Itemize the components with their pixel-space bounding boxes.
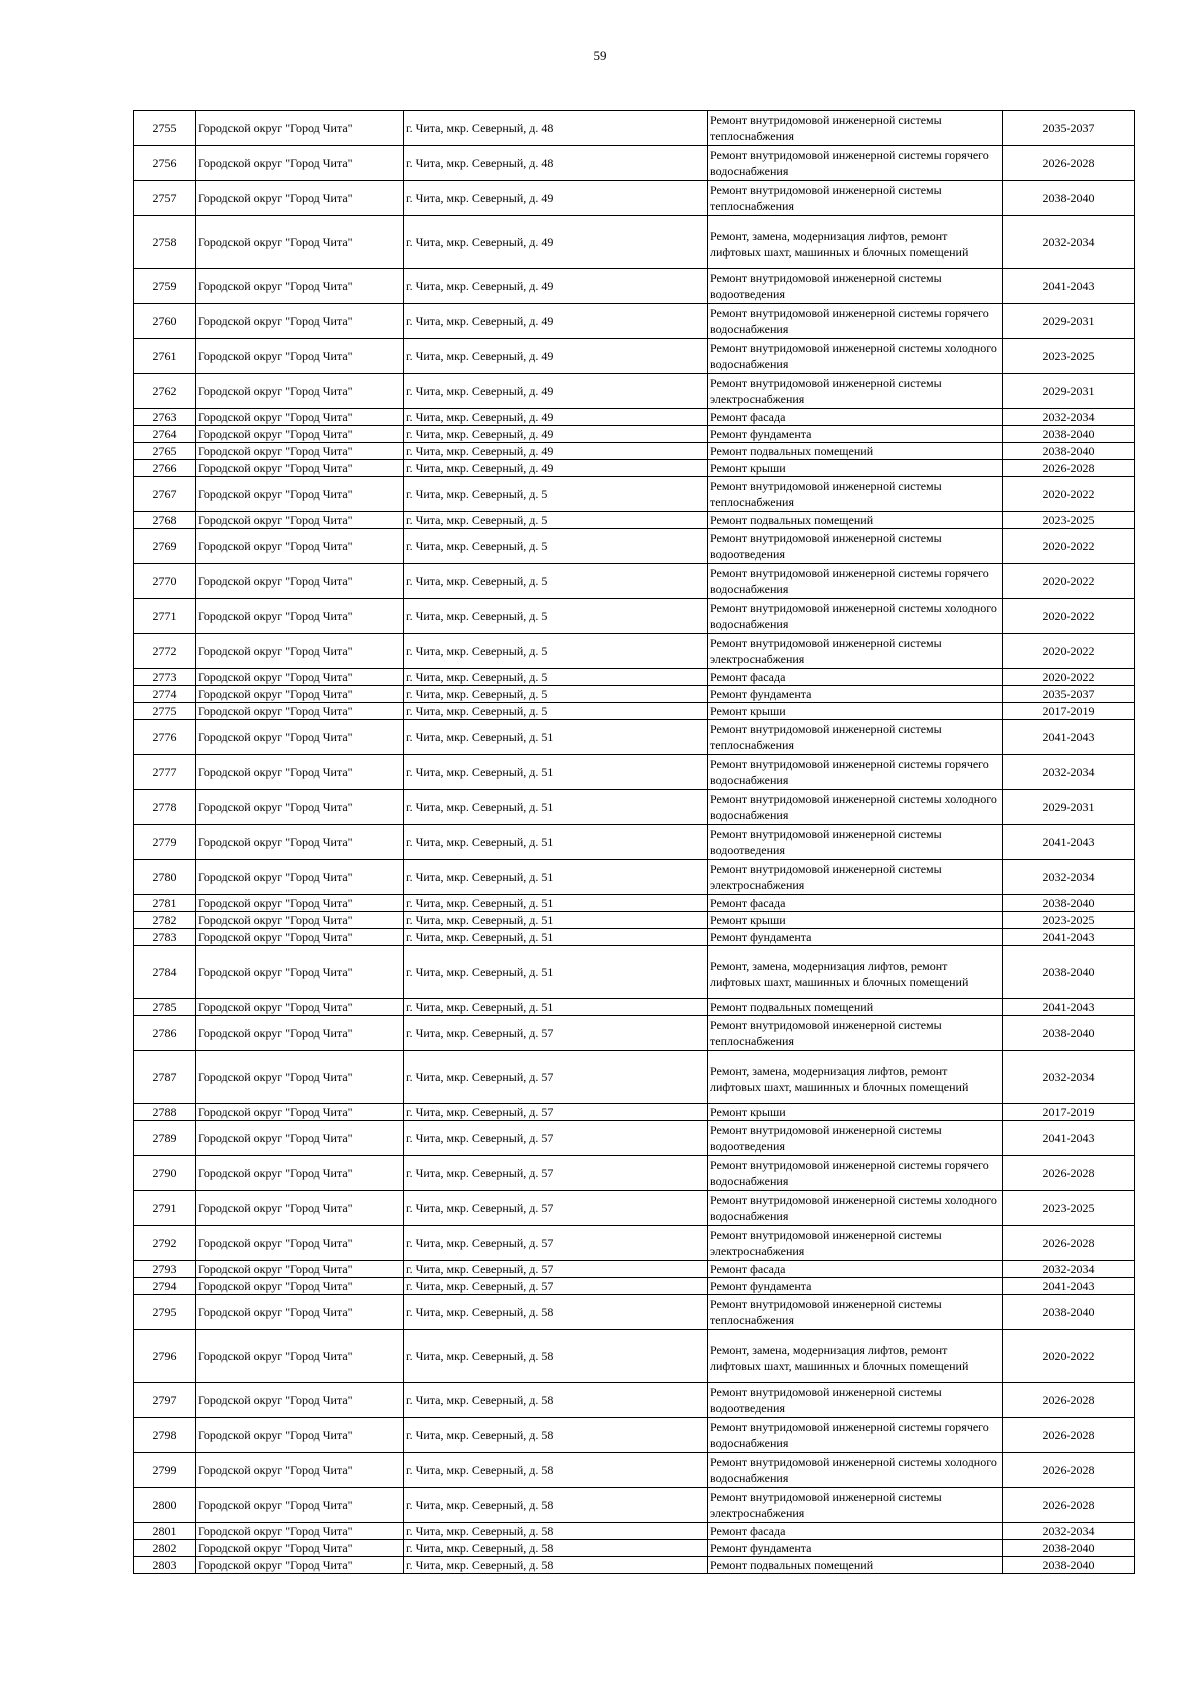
table-row: [134, 599, 1135, 634]
period-cell: 2032-2034: [1003, 216, 1135, 269]
table-row: [134, 1418, 1135, 1453]
work-type-cell: Ремонт фасада: [708, 409, 1003, 426]
municipality-cell: Городской округ "Город Чита": [196, 1191, 404, 1226]
row-number: 2760: [134, 304, 196, 339]
work-type-cell: Ремонт фасада: [708, 1523, 1003, 1540]
table-row: [134, 146, 1135, 181]
row-number: 2803: [134, 1557, 196, 1574]
municipality-cell: Городской округ "Город Чита": [196, 1261, 404, 1278]
row-number: 2756: [134, 146, 196, 181]
period-cell: 2032-2034: [1003, 1051, 1135, 1104]
row-number: 2765: [134, 443, 196, 460]
work-type-cell: Ремонт подвальных помещений: [708, 512, 1003, 529]
municipality-cell: Городской округ "Город Чита": [196, 1383, 404, 1418]
period-cell: 2038-2040: [1003, 181, 1135, 216]
address-cell: г. Чита, мкр. Северный, д. 51: [404, 720, 708, 755]
address-cell: г. Чита, мкр. Северный, д. 51: [404, 860, 708, 895]
work-type-cell: Ремонт фундамента: [708, 686, 1003, 703]
row-number: 2773: [134, 669, 196, 686]
address-cell: г. Чита, мкр. Северный, д. 58: [404, 1557, 708, 1574]
row-number: 2774: [134, 686, 196, 703]
period-cell: 2038-2040: [1003, 1295, 1135, 1330]
address-cell: г. Чита, мкр. Северный, д. 5: [404, 669, 708, 686]
address-cell: г. Чита, мкр. Северный, д. 58: [404, 1488, 708, 1523]
work-type-cell: Ремонт внутридомовой инженерной системы холодного водоснабжения: [708, 790, 1003, 825]
row-number: 2801: [134, 1523, 196, 1540]
municipality-cell: Городской округ "Город Чита": [196, 1295, 404, 1330]
address-cell: г. Чита, мкр. Северный, д. 58: [404, 1383, 708, 1418]
address-cell: г. Чита, мкр. Северный, д. 49: [404, 181, 708, 216]
municipality-cell: Городской округ "Город Чита": [196, 599, 404, 634]
table-row: [134, 999, 1135, 1016]
period-cell: 2038-2040: [1003, 946, 1135, 999]
row-number: 2802: [134, 1540, 196, 1557]
municipality-cell: Городской округ "Город Чита": [196, 720, 404, 755]
work-type-cell: Ремонт внутридомовой инженерной системы водоотведения: [708, 269, 1003, 304]
period-cell: 2026-2028: [1003, 146, 1135, 181]
row-number: 2763: [134, 409, 196, 426]
table-row: [134, 1488, 1135, 1523]
municipality-cell: Городской округ "Город Чита": [196, 426, 404, 443]
row-number: 2789: [134, 1121, 196, 1156]
municipality-cell: Городской округ "Город Чита": [196, 999, 404, 1016]
row-number: 2793: [134, 1261, 196, 1278]
municipality-cell: Городской округ "Город Чита": [196, 1278, 404, 1295]
row-number: 2769: [134, 529, 196, 564]
work-type-cell: Ремонт внутридомовой инженерной системы горячего водоснабжения: [708, 304, 1003, 339]
period-cell: 2020-2022: [1003, 564, 1135, 599]
municipality-cell: Городской округ "Город Чита": [196, 755, 404, 790]
table-row: [134, 512, 1135, 529]
table-row: [134, 895, 1135, 912]
table-body: [134, 111, 1135, 1574]
period-cell: 2023-2025: [1003, 1191, 1135, 1226]
row-number: 2798: [134, 1418, 196, 1453]
table-row: [134, 1540, 1135, 1557]
work-type-cell: Ремонт внутридомовой инженерной системы холодного водоснабжения: [708, 339, 1003, 374]
row-number: 2794: [134, 1278, 196, 1295]
work-type-cell: Ремонт крыши: [708, 1104, 1003, 1121]
municipality-cell: Городской округ "Город Чита": [196, 1121, 404, 1156]
address-cell: г. Чита, мкр. Северный, д. 57: [404, 1278, 708, 1295]
address-cell: г. Чита, мкр. Северный, д. 49: [404, 216, 708, 269]
work-type-cell: Ремонт фундамента: [708, 1540, 1003, 1557]
table-row: [134, 426, 1135, 443]
table-row: [134, 755, 1135, 790]
table-row: [134, 111, 1135, 146]
work-type-cell: Ремонт внутридомовой инженерной системы водоотведения: [708, 529, 1003, 564]
municipality-cell: Городской округ "Город Чита": [196, 460, 404, 477]
table-row: [134, 1051, 1135, 1104]
period-cell: 2041-2043: [1003, 269, 1135, 304]
period-cell: 2038-2040: [1003, 895, 1135, 912]
table-row: [134, 529, 1135, 564]
period-cell: 2041-2043: [1003, 999, 1135, 1016]
municipality-cell: Городской округ "Город Чита": [196, 895, 404, 912]
period-cell: 2026-2028: [1003, 1383, 1135, 1418]
work-type-cell: Ремонт внутридомовой инженерной системы электроснабжения: [708, 1226, 1003, 1261]
period-cell: 2041-2043: [1003, 1278, 1135, 1295]
municipality-cell: Городской округ "Город Чита": [196, 686, 404, 703]
address-cell: г. Чита, мкр. Северный, д. 48: [404, 146, 708, 181]
work-type-cell: Ремонт фундамента: [708, 426, 1003, 443]
table-row: [134, 477, 1135, 512]
row-number: 2786: [134, 1016, 196, 1051]
period-cell: 2026-2028: [1003, 460, 1135, 477]
municipality-cell: Городской округ "Город Чита": [196, 634, 404, 669]
address-cell: г. Чита, мкр. Северный, д. 51: [404, 999, 708, 1016]
work-type-cell: Ремонт, замена, модернизация лифтов, ремонт лифтовых шахт, машинных и блочных помещений: [708, 1051, 1003, 1104]
address-cell: г. Чита, мкр. Северный, д. 57: [404, 1156, 708, 1191]
address-cell: г. Чита, мкр. Северный, д. 5: [404, 477, 708, 512]
work-type-cell: Ремонт внутридомовой инженерной системы теплоснабжения: [708, 720, 1003, 755]
period-cell: 2017-2019: [1003, 1104, 1135, 1121]
period-cell: 2020-2022: [1003, 477, 1135, 512]
address-cell: г. Чита, мкр. Северный, д. 51: [404, 929, 708, 946]
table-row: [134, 1453, 1135, 1488]
row-number: 2764: [134, 426, 196, 443]
municipality-cell: Городской округ "Город Чита": [196, 1051, 404, 1104]
municipality-cell: Городской округ "Город Чита": [196, 1488, 404, 1523]
address-cell: г. Чита, мкр. Северный, д. 57: [404, 1261, 708, 1278]
work-type-cell: Ремонт внутридомовой инженерной системы холодного водоснабжения: [708, 1453, 1003, 1488]
period-cell: 2035-2037: [1003, 111, 1135, 146]
row-number: 2761: [134, 339, 196, 374]
period-cell: 2029-2031: [1003, 790, 1135, 825]
work-type-cell: Ремонт внутридомовой инженерной системы электроснабжения: [708, 1488, 1003, 1523]
row-number: 2792: [134, 1226, 196, 1261]
row-number: 2771: [134, 599, 196, 634]
table-row: [134, 1523, 1135, 1540]
work-type-cell: Ремонт крыши: [708, 703, 1003, 720]
work-type-cell: Ремонт внутридомовой инженерной системы электроснабжения: [708, 634, 1003, 669]
row-number: 2790: [134, 1156, 196, 1191]
municipality-cell: Городской округ "Город Чита": [196, 409, 404, 426]
municipality-cell: Городской округ "Город Чита": [196, 1557, 404, 1574]
period-cell: 2020-2022: [1003, 634, 1135, 669]
period-cell: 2032-2034: [1003, 755, 1135, 790]
municipality-cell: Городской округ "Город Чита": [196, 929, 404, 946]
period-cell: 2041-2043: [1003, 929, 1135, 946]
address-cell: г. Чита, мкр. Северный, д. 5: [404, 599, 708, 634]
work-type-cell: Ремонт внутридомовой инженерной системы горячего водоснабжения: [708, 564, 1003, 599]
table-row: [134, 1295, 1135, 1330]
table-row: [134, 409, 1135, 426]
municipality-cell: Городской округ "Город Чита": [196, 146, 404, 181]
row-number: 2767: [134, 477, 196, 512]
row-number: 2777: [134, 755, 196, 790]
period-cell: 2032-2034: [1003, 1523, 1135, 1540]
work-type-cell: Ремонт внутридомовой инженерной системы горячего водоснабжения: [708, 1418, 1003, 1453]
period-cell: 2038-2040: [1003, 1016, 1135, 1051]
row-number: 2755: [134, 111, 196, 146]
row-number: 2757: [134, 181, 196, 216]
work-type-cell: Ремонт внутридомовой инженерной системы электроснабжения: [708, 374, 1003, 409]
row-number: 2782: [134, 912, 196, 929]
period-cell: 2026-2028: [1003, 1156, 1135, 1191]
table-row: [134, 1278, 1135, 1295]
address-cell: г. Чита, мкр. Северный, д. 49: [404, 443, 708, 460]
table-row: [134, 825, 1135, 860]
address-cell: г. Чита, мкр. Северный, д. 57: [404, 1121, 708, 1156]
table-row: [134, 1104, 1135, 1121]
row-number: 2758: [134, 216, 196, 269]
address-cell: г. Чита, мкр. Северный, д. 51: [404, 912, 708, 929]
row-number: 2766: [134, 460, 196, 477]
work-type-cell: Ремонт внутридомовой инженерной системы теплоснабжения: [708, 1016, 1003, 1051]
work-type-cell: Ремонт фундамента: [708, 1278, 1003, 1295]
row-number: 2796: [134, 1330, 196, 1383]
row-number: 2797: [134, 1383, 196, 1418]
municipality-cell: Городской округ "Город Чита": [196, 1453, 404, 1488]
municipality-cell: Городской округ "Город Чита": [196, 1330, 404, 1383]
address-cell: г. Чита, мкр. Северный, д. 58: [404, 1418, 708, 1453]
table-row: [134, 929, 1135, 946]
row-number: 2780: [134, 860, 196, 895]
repair-schedule-table: [133, 110, 1135, 1574]
municipality-cell: Городской округ "Город Чита": [196, 912, 404, 929]
row-number: 2788: [134, 1104, 196, 1121]
address-cell: г. Чита, мкр. Северный, д. 5: [404, 634, 708, 669]
period-cell: 2026-2028: [1003, 1226, 1135, 1261]
table-row: [134, 790, 1135, 825]
period-cell: 2035-2037: [1003, 686, 1135, 703]
work-type-cell: Ремонт внутридомовой инженерной системы холодного водоснабжения: [708, 1191, 1003, 1226]
period-cell: 2038-2040: [1003, 443, 1135, 460]
table-row: [134, 216, 1135, 269]
address-cell: г. Чита, мкр. Северный, д. 51: [404, 946, 708, 999]
table-row: [134, 564, 1135, 599]
address-cell: г. Чита, мкр. Северный, д. 58: [404, 1295, 708, 1330]
period-cell: 2023-2025: [1003, 512, 1135, 529]
table-row: [134, 912, 1135, 929]
table-row: [134, 443, 1135, 460]
table-row: [134, 860, 1135, 895]
table-row: [134, 1016, 1135, 1051]
municipality-cell: Городской округ "Город Чита": [196, 443, 404, 460]
period-cell: 2032-2034: [1003, 1261, 1135, 1278]
address-cell: г. Чита, мкр. Северный, д. 49: [404, 409, 708, 426]
row-number: 2785: [134, 999, 196, 1016]
municipality-cell: Городской округ "Город Чита": [196, 374, 404, 409]
municipality-cell: Городской округ "Город Чита": [196, 825, 404, 860]
municipality-cell: Городской округ "Город Чита": [196, 529, 404, 564]
table-row: [134, 181, 1135, 216]
address-cell: г. Чита, мкр. Северный, д. 51: [404, 825, 708, 860]
address-cell: г. Чита, мкр. Северный, д. 5: [404, 564, 708, 599]
address-cell: г. Чита, мкр. Северный, д. 49: [404, 304, 708, 339]
table-row: [134, 460, 1135, 477]
work-type-cell: Ремонт крыши: [708, 912, 1003, 929]
municipality-cell: Городской округ "Город Чита": [196, 564, 404, 599]
work-type-cell: Ремонт внутридомовой инженерной системы горячего водоснабжения: [708, 1156, 1003, 1191]
municipality-cell: Городской округ "Город Чита": [196, 304, 404, 339]
municipality-cell: Городской округ "Город Чита": [196, 111, 404, 146]
period-cell: 2020-2022: [1003, 529, 1135, 564]
municipality-cell: Городской округ "Город Чита": [196, 1156, 404, 1191]
period-cell: 2032-2034: [1003, 409, 1135, 426]
work-type-cell: Ремонт внутридомовой инженерной системы теплоснабжения: [708, 477, 1003, 512]
work-type-cell: Ремонт крыши: [708, 460, 1003, 477]
table-row: [134, 1156, 1135, 1191]
period-cell: 2032-2034: [1003, 860, 1135, 895]
municipality-cell: Городской округ "Город Чита": [196, 339, 404, 374]
work-type-cell: Ремонт подвальных помещений: [708, 999, 1003, 1016]
row-number: 2779: [134, 825, 196, 860]
municipality-cell: Городской округ "Город Чита": [196, 703, 404, 720]
row-number: 2772: [134, 634, 196, 669]
address-cell: г. Чита, мкр. Северный, д. 5: [404, 703, 708, 720]
period-cell: 2038-2040: [1003, 1557, 1135, 1574]
municipality-cell: Городской округ "Город Чита": [196, 946, 404, 999]
table-row: [134, 1383, 1135, 1418]
work-type-cell: Ремонт фундамента: [708, 929, 1003, 946]
address-cell: г. Чита, мкр. Северный, д. 58: [404, 1540, 708, 1557]
work-type-cell: Ремонт внутридомовой инженерной системы водоотведения: [708, 1121, 1003, 1156]
address-cell: г. Чита, мкр. Северный, д. 49: [404, 374, 708, 409]
address-cell: г. Чита, мкр. Северный, д. 49: [404, 269, 708, 304]
address-cell: г. Чита, мкр. Северный, д. 57: [404, 1191, 708, 1226]
address-cell: г. Чита, мкр. Северный, д. 5: [404, 686, 708, 703]
address-cell: г. Чита, мкр. Северный, д. 49: [404, 426, 708, 443]
period-cell: 2020-2022: [1003, 599, 1135, 634]
municipality-cell: Городской округ "Город Чита": [196, 1418, 404, 1453]
municipality-cell: Городской округ "Город Чита": [196, 216, 404, 269]
period-cell: 2029-2031: [1003, 304, 1135, 339]
row-number: 2778: [134, 790, 196, 825]
municipality-cell: Городской округ "Город Чита": [196, 1540, 404, 1557]
municipality-cell: Городской округ "Город Чита": [196, 477, 404, 512]
address-cell: г. Чита, мкр. Северный, д. 49: [404, 460, 708, 477]
municipality-cell: Городской округ "Город Чита": [196, 1104, 404, 1121]
period-cell: 2026-2028: [1003, 1418, 1135, 1453]
work-type-cell: Ремонт внутридомовой инженерной системы водоотведения: [708, 825, 1003, 860]
period-cell: 2038-2040: [1003, 426, 1135, 443]
period-cell: 2023-2025: [1003, 339, 1135, 374]
address-cell: г. Чита, мкр. Северный, д. 58: [404, 1330, 708, 1383]
address-cell: г. Чита, мкр. Северный, д. 57: [404, 1051, 708, 1104]
municipality-cell: Городской округ "Город Чита": [196, 269, 404, 304]
table-row: [134, 304, 1135, 339]
row-number: 2784: [134, 946, 196, 999]
period-cell: 2020-2022: [1003, 1330, 1135, 1383]
period-cell: 2026-2028: [1003, 1453, 1135, 1488]
work-type-cell: Ремонт внутридомовой инженерной системы теплоснабжения: [708, 181, 1003, 216]
table-row: [134, 269, 1135, 304]
work-type-cell: Ремонт внутридомовой инженерной системы теплоснабжения: [708, 1295, 1003, 1330]
municipality-cell: Городской округ "Город Чита": [196, 1226, 404, 1261]
page-number: 59: [593, 48, 607, 63]
period-cell: 2017-2019: [1003, 703, 1135, 720]
row-number: 2783: [134, 929, 196, 946]
municipality-cell: Городской округ "Город Чита": [196, 1016, 404, 1051]
work-type-cell: Ремонт внутридомовой инженерной системы горячего водоснабжения: [708, 755, 1003, 790]
table-row: [134, 1226, 1135, 1261]
row-number: 2770: [134, 564, 196, 599]
municipality-cell: Городской округ "Город Чита": [196, 512, 404, 529]
period-cell: 2026-2028: [1003, 1488, 1135, 1523]
row-number: 2781: [134, 895, 196, 912]
municipality-cell: Городской округ "Город Чита": [196, 181, 404, 216]
row-number: 2795: [134, 1295, 196, 1330]
municipality-cell: Городской округ "Город Чита": [196, 669, 404, 686]
table-row: [134, 669, 1135, 686]
row-number: 2791: [134, 1191, 196, 1226]
address-cell: г. Чита, мкр. Северный, д. 49: [404, 339, 708, 374]
work-type-cell: Ремонт внутридомовой инженерной системы водоотведения: [708, 1383, 1003, 1418]
address-cell: г. Чита, мкр. Северный, д. 58: [404, 1453, 708, 1488]
row-number: 2776: [134, 720, 196, 755]
address-cell: г. Чита, мкр. Северный, д. 5: [404, 512, 708, 529]
row-number: 2759: [134, 269, 196, 304]
address-cell: г. Чита, мкр. Северный, д. 58: [404, 1523, 708, 1540]
municipality-cell: Городской округ "Город Чита": [196, 860, 404, 895]
period-cell: 2023-2025: [1003, 912, 1135, 929]
address-cell: г. Чита, мкр. Северный, д. 51: [404, 790, 708, 825]
table-row: [134, 1330, 1135, 1383]
work-type-cell: Ремонт, замена, модернизация лифтов, ремонт лифтовых шахт, машинных и блочных помещений: [708, 946, 1003, 999]
table-row: [134, 946, 1135, 999]
address-cell: г. Чита, мкр. Северный, д. 51: [404, 895, 708, 912]
address-cell: г. Чита, мкр. Северный, д. 57: [404, 1016, 708, 1051]
period-cell: 2038-2040: [1003, 1540, 1135, 1557]
table-row: [134, 634, 1135, 669]
table-row: [134, 1261, 1135, 1278]
period-cell: 2020-2022: [1003, 669, 1135, 686]
row-number: 2787: [134, 1051, 196, 1104]
work-type-cell: Ремонт фасада: [708, 895, 1003, 912]
table-row: [134, 339, 1135, 374]
row-number: 2775: [134, 703, 196, 720]
table-row: [134, 686, 1135, 703]
municipality-cell: Городской округ "Город Чита": [196, 790, 404, 825]
work-type-cell: Ремонт внутридомовой инженерной системы электроснабжения: [708, 860, 1003, 895]
period-cell: 2029-2031: [1003, 374, 1135, 409]
period-cell: 2041-2043: [1003, 720, 1135, 755]
table-row: [134, 1191, 1135, 1226]
address-cell: г. Чита, мкр. Северный, д. 5: [404, 529, 708, 564]
address-cell: г. Чита, мкр. Северный, д. 48: [404, 111, 708, 146]
work-type-cell: Ремонт внутридомовой инженерной системы теплоснабжения: [708, 111, 1003, 146]
municipality-cell: Городской округ "Город Чита": [196, 1523, 404, 1540]
work-type-cell: Ремонт подвальных помещений: [708, 1557, 1003, 1574]
table-row: [134, 1121, 1135, 1156]
work-type-cell: Ремонт, замена, модернизация лифтов, ремонт лифтовых шахт, машинных и блочных помещений: [708, 216, 1003, 269]
work-type-cell: Ремонт, замена, модернизация лифтов, ремонт лифтовых шахт, машинных и блочных помещений: [708, 1330, 1003, 1383]
address-cell: г. Чита, мкр. Северный, д. 51: [404, 755, 708, 790]
table-row: [134, 374, 1135, 409]
work-type-cell: Ремонт фасада: [708, 1261, 1003, 1278]
work-type-cell: Ремонт фасада: [708, 669, 1003, 686]
row-number: 2762: [134, 374, 196, 409]
table-row: [134, 703, 1135, 720]
address-cell: г. Чита, мкр. Северный, д. 57: [404, 1226, 708, 1261]
address-cell: г. Чита, мкр. Северный, д. 57: [404, 1104, 708, 1121]
period-cell: 2041-2043: [1003, 1121, 1135, 1156]
table-row: [134, 1557, 1135, 1574]
work-type-cell: Ремонт подвальных помещений: [708, 443, 1003, 460]
period-cell: 2041-2043: [1003, 825, 1135, 860]
table-row: [134, 720, 1135, 755]
work-type-cell: Ремонт внутридомовой инженерной системы горячего водоснабжения: [708, 146, 1003, 181]
row-number: 2768: [134, 512, 196, 529]
row-number: 2800: [134, 1488, 196, 1523]
row-number: 2799: [134, 1453, 196, 1488]
work-type-cell: Ремонт внутридомовой инженерной системы холодного водоснабжения: [708, 599, 1003, 634]
